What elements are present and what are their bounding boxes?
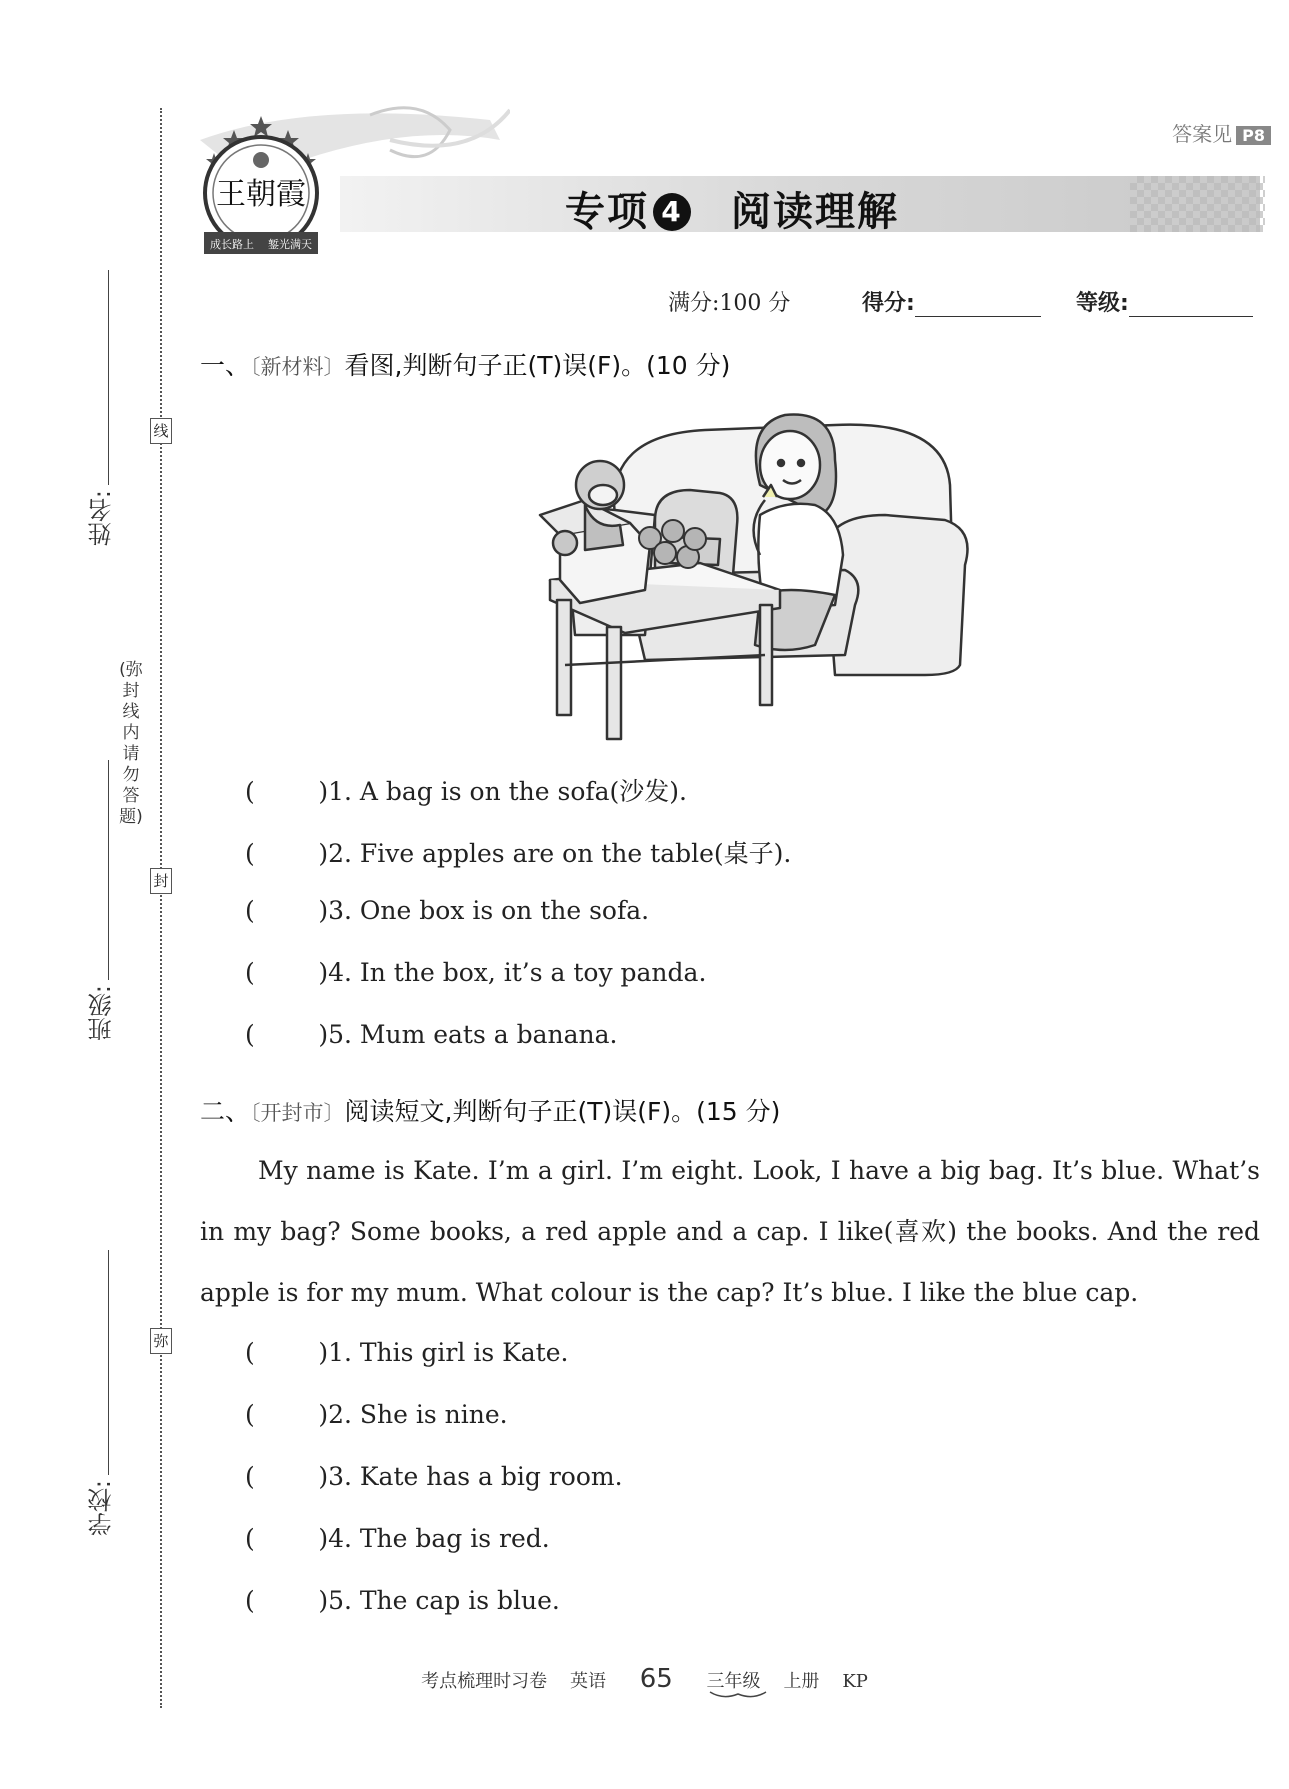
page-title — [565, 180, 899, 237]
seal-dotted-line — [160, 108, 162, 1708]
name-label: 姓名: — [88, 490, 116, 547]
section2-heading — [200, 1092, 780, 1128]
brand-name: 王朝霞 — [216, 177, 306, 212]
class-label: 班级: — [88, 985, 116, 1042]
answer-ref-page: P8 — [1236, 126, 1271, 145]
footer-book-icon — [708, 1690, 768, 1702]
section2-question-4[interactable]: ( )4. The bag is red. — [245, 1524, 550, 1553]
footer-page-number: 65 — [639, 1664, 673, 1694]
cut-mark-mi: 弥 — [150, 1328, 172, 1354]
seal-note: (弥封线内请勿答题) — [119, 660, 143, 827]
section2-number: 二、 — [200, 1097, 251, 1126]
score-field-group — [862, 286, 1041, 317]
section2-question-3[interactable]: ( )3. Kate has a big room. — [245, 1462, 623, 1491]
reading-passage: My name is Kate. I’m a girl. I’m eight. Look, I have a big bag. It’s blue. What’s in my bag? Some books, a red apple and a cap. I like(喜欢) the books. And the red apple is for my mum. What colour is the cap? It’s blue. I like the blue cap. — [200, 1156, 1260, 1307]
score-label: 得分: — [862, 291, 915, 316]
section2-question-2[interactable]: ( )2. She is nine. — [245, 1400, 508, 1429]
cut-mark-line: 线 — [150, 418, 172, 444]
checker-pattern — [1130, 176, 1265, 232]
footer-subject: 英语 — [569, 1671, 606, 1692]
section2-instruction: 阅读短文,判断句子正(T)误(F)。(15 分) — [344, 1097, 781, 1126]
answer-reference — [1172, 118, 1271, 147]
school-label: 学校: — [88, 1480, 116, 1537]
cut-mark-seal: 封 — [150, 868, 172, 894]
sofa-scene-illustration — [505, 405, 975, 745]
section-number-badge: 4 — [653, 193, 691, 231]
section2-question-1[interactable]: ( )1. This girl is Kate. — [245, 1338, 569, 1367]
footer-grade: 三年级 — [706, 1671, 761, 1692]
brand-slogan-left: 成长路上 — [210, 238, 254, 251]
section-title: 阅读理解 — [731, 189, 899, 235]
grade-label: 等级: — [1076, 291, 1129, 316]
section2-tag: 〔开封市〕 — [250, 1101, 345, 1125]
score-blank[interactable] — [915, 290, 1041, 317]
page-footer — [0, 1664, 1289, 1694]
section1-instruction: 看图,判断句子正(T)误(F)。(10 分) — [344, 351, 731, 380]
section1-question-1[interactable]: ( )1. A bag is on the sofa(沙发). — [245, 777, 687, 806]
school-field[interactable] — [108, 1250, 109, 1475]
footer-edition: KP — [842, 1671, 868, 1692]
footer-series: 考点梳理时习卷 — [421, 1671, 548, 1692]
brand-slogan-right: 錾光满天 — [268, 238, 312, 251]
answer-ref-label: 答案见 — [1172, 122, 1233, 146]
section-prefix: 专项 — [565, 189, 649, 235]
footer-volume: 上册 — [783, 1671, 820, 1692]
full-marks: 满分:100 分 — [668, 291, 791, 316]
grade-field-group — [1076, 286, 1253, 317]
section1-tag: 〔新材料〕 — [250, 355, 345, 379]
section1-number: 一、 — [200, 351, 251, 380]
brand-logo — [196, 108, 326, 258]
name-field[interactable] — [108, 270, 109, 485]
section1-question-5[interactable]: ( )5. Mum eats a banana. — [245, 1020, 618, 1049]
section1-question-3[interactable]: ( )3. One box is on the sofa. — [245, 896, 650, 925]
grade-blank[interactable] — [1129, 290, 1253, 317]
section1-heading — [200, 346, 730, 382]
section1-question-4[interactable]: ( )4. In the box, it’s a toy panda. — [245, 958, 707, 987]
section1-question-2[interactable]: ( )2. Five apples are on the table(桌子). — [245, 839, 792, 868]
class-field[interactable] — [108, 760, 109, 980]
section2-question-5[interactable]: ( )5. The cap is blue. — [245, 1586, 560, 1615]
